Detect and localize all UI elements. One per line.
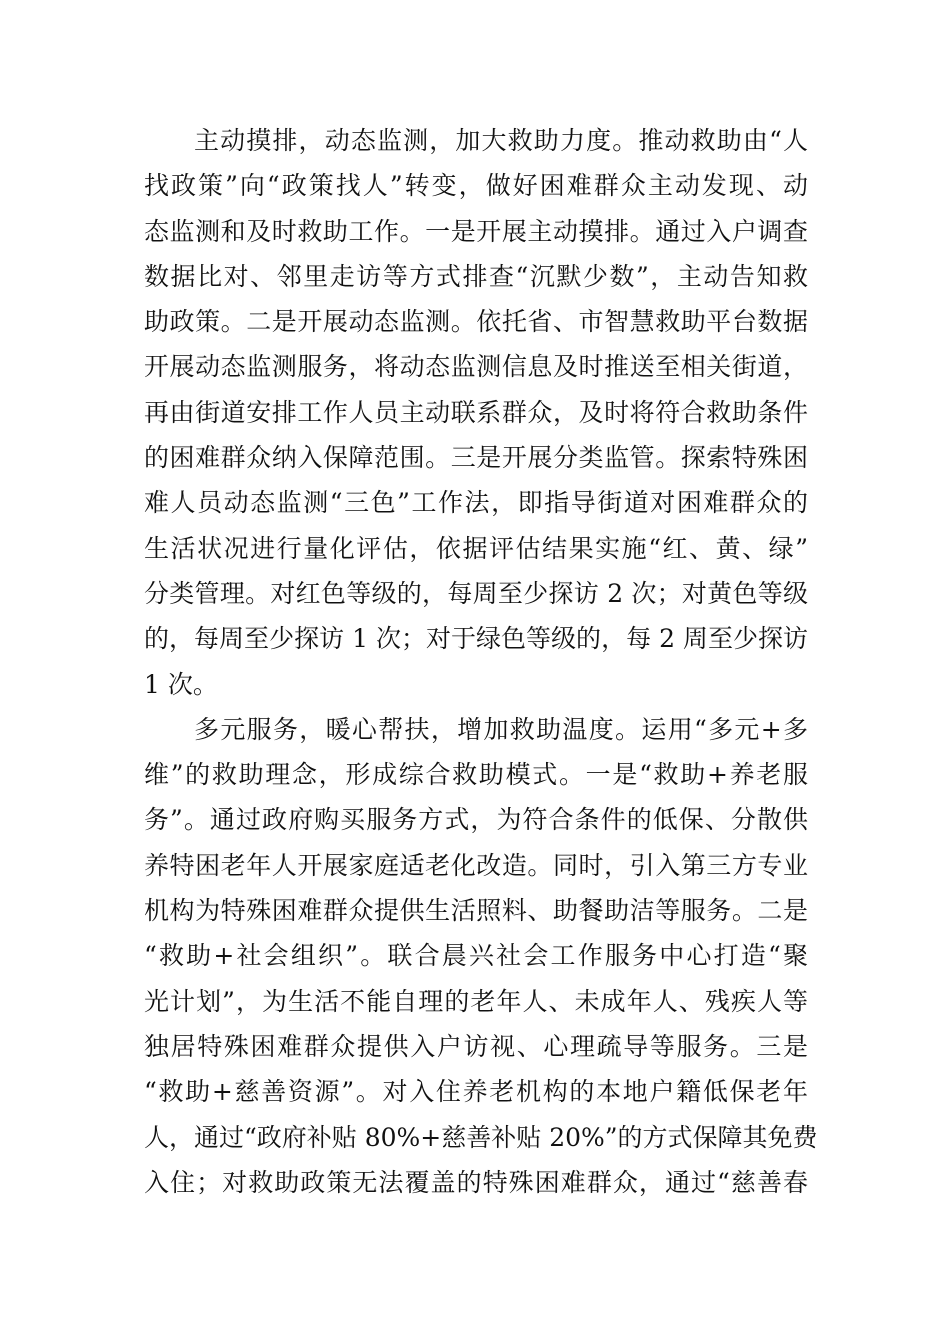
text-line: 养特困老年人开展家庭适老化改造。同时，引入第三方专业 bbox=[144, 850, 808, 880]
text-line: 入住；对救助政策无法覆盖的特殊困难群众，通过“慈善春 bbox=[144, 1167, 808, 1197]
text-line: 难人员动态监测“三色”工作法，即指导街道对困难群众的 bbox=[144, 488, 808, 518]
text-line: 机构为特殊困难群众提供生活照料、助餐助洁等服务。二是 bbox=[144, 896, 808, 926]
text-line: 1 次。 bbox=[144, 669, 218, 699]
text-line: 主动摸排，动态监测，加大救助力度。推动救助由“人 bbox=[194, 126, 808, 155]
text-line: 多元服务，暖心帮扶，增加救助温度。运用“多元+多 bbox=[194, 714, 808, 744]
text-line: 独居特殊困难群众提供入户访视、心理疏导等服务。三是 bbox=[144, 1031, 808, 1061]
text-line: 人，通过“政府补贴 80%+慈善补贴 20%”的方式保障其免费 bbox=[144, 1122, 818, 1152]
text-line: 找政策”向“政策找人”转变，做好困难群众主动发现、动 bbox=[144, 171, 808, 201]
text-line: 助政策。二是开展动态监测。依托省、市智慧救助平台数据 bbox=[144, 307, 808, 337]
document-page bbox=[144, 118, 818, 1205]
text-line: 态监测和及时救助工作。一是开展主动摸排。通过入户调查 bbox=[144, 216, 808, 246]
text-line: 开展动态监测服务，将动态监测信息及时推送至相关街道， bbox=[144, 352, 808, 382]
text-line: 数据比对、邻里走访等方式排查“沉默少数”，主动告知救 bbox=[144, 261, 808, 291]
text-line: “救助+慈善资源”。对入住养老机构的本地户籍低保老年 bbox=[144, 1077, 808, 1107]
text-line: 生活状况进行量化评估，依据评估结果实施“红、黄、绿” bbox=[144, 533, 808, 563]
text-line: 分类管理。对红色等级的，每周至少探访 2 次；对黄色等级 bbox=[144, 578, 808, 608]
text-line: 维”的救助理念，形成综合救助模式。一是“救助+养老服 bbox=[144, 760, 808, 790]
text-line: 的困难群众纳入保障范围。三是开展分类监管。探索特殊困 bbox=[144, 443, 808, 473]
text-line: 的，每周至少探访 1 次；对于绿色等级的，每 2 周至少探访 bbox=[144, 624, 808, 654]
text-line: 再由街道安排工作人员主动联系群众，及时将符合救助条件 bbox=[144, 397, 808, 427]
text-line: 光计划”，为生活不能自理的老年人、未成年人、残疾人等 bbox=[144, 986, 808, 1016]
text-line: “救助+社会组织”。联合晨兴社会工作服务中心打造“聚 bbox=[144, 941, 808, 971]
text-line: 务”。通过政府购买服务方式，为符合条件的低保、分散供 bbox=[144, 805, 808, 835]
paragraph-diverse-services bbox=[144, 707, 818, 1205]
paragraph-active-monitoring bbox=[144, 118, 808, 707]
